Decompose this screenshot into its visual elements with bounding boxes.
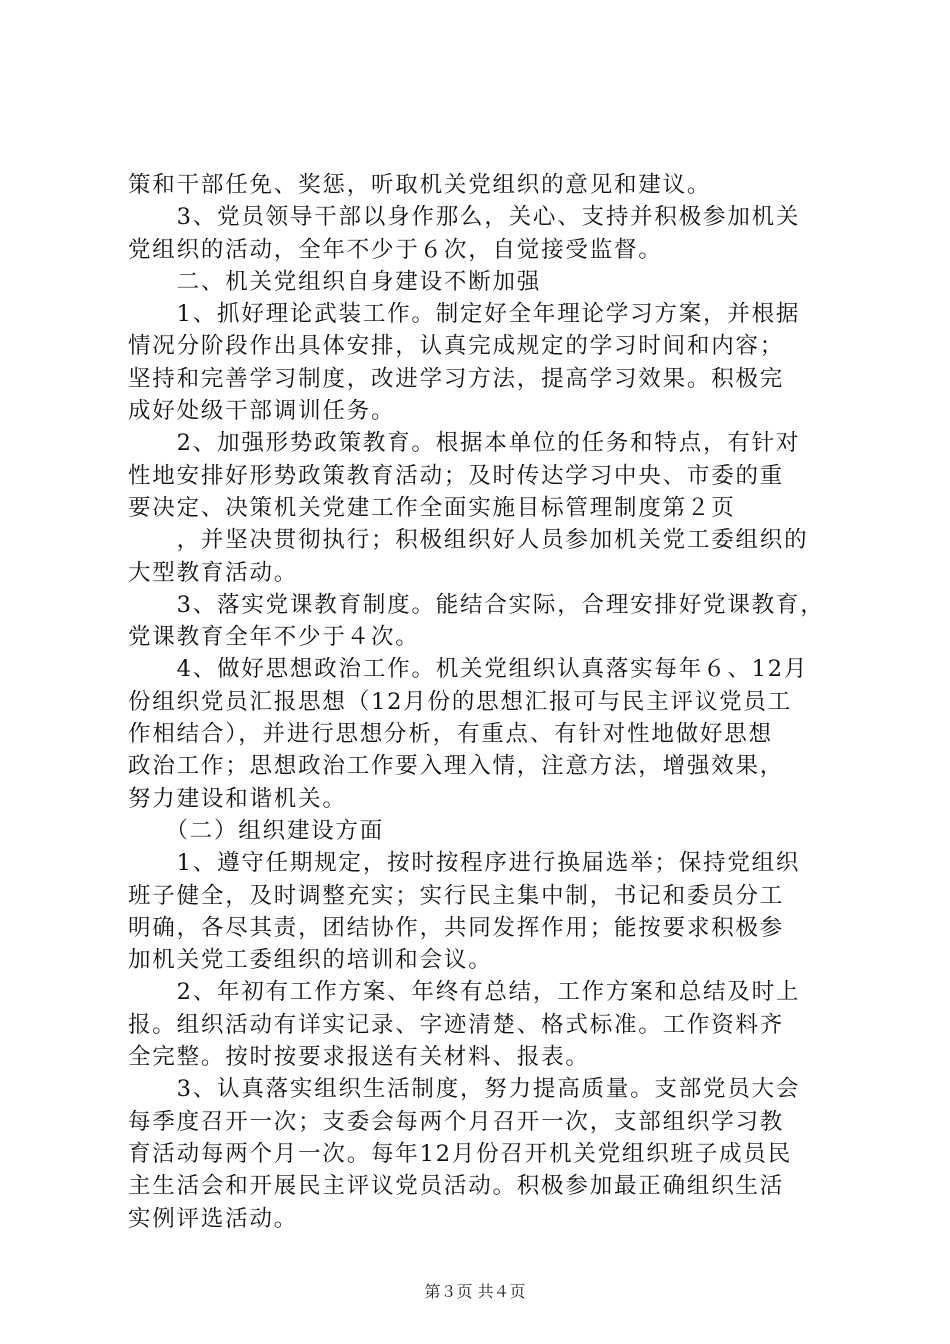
text-line: 加机关党工委组织的培训和会议。: [128, 947, 493, 974]
text-line: 性地安排好形势政策教育活动；及时传达学习中央、市委的重: [128, 462, 785, 489]
text-line: 份组织党员汇报思想（12月份的思想汇报可与民主评议党员工: [128, 688, 793, 715]
text-line: 2、年初有工作方案、年终有总结，工作方案和总结及时上: [128, 979, 801, 1006]
text-line: 情况分阶段作出具体安排，认真完成规定的学习时间和内容；: [128, 333, 785, 360]
text-line: 策和干部任免、奖惩，听取机关党组织的意见和建议。: [128, 172, 712, 198]
text-line: （二）组织建设方面: [128, 817, 385, 844]
text-line: 努力建设和谐机关。: [128, 785, 347, 812]
text-line: 二、机关党组织自身建设不断加强: [128, 268, 542, 295]
text-line: 1、抓好理论武装工作。制定好全年理论学习方案，并根据: [128, 301, 801, 328]
document-body: [128, 169, 834, 1235]
text-line: 要决定、决策机关党建工作全面实施目标管理制度第２页: [128, 494, 736, 521]
page-footer: 第３页 共４页: [424, 1282, 526, 1301]
text-line: 政治工作；思想政治工作要入理入情，注意方法，增强效果，: [128, 753, 785, 780]
text-line: 每季度召开一次；支委会每两个月召开一次，支部组织学习教: [128, 1108, 785, 1135]
text-line: 实例评选活动。: [128, 1205, 299, 1232]
text-line: 育活动每两个月一次。每年12月份召开机关党组织班子成员民: [128, 1140, 793, 1167]
text-line: 成好处级干部调训任务。: [128, 398, 396, 425]
text-line: ，并坚决贯彻执行；积极组织好人员参加机关党工委组织的: [128, 527, 809, 554]
text-line: 明确，各尽其责，团结协作，共同发挥作用；能按要求积极参: [128, 914, 785, 941]
text-line: 3、党员领导干部以身作那么，关心、支持并积极参加机关: [128, 204, 801, 231]
text-line: 党课教育全年不少于４次。: [128, 624, 420, 651]
text-line: 报。组织活动有详实记录、字迹清楚、格式标准。工作资料齐: [128, 1011, 785, 1038]
text-line: 全完整。按时按要求报送有关材料、报表。: [128, 1044, 590, 1071]
text-line: 作相结合），并进行思想分析，有重点、有针对性地做好思想: [128, 721, 773, 748]
text-line: 1、遵守任期规定，按时按程序进行换届选举；保持党组织: [128, 850, 801, 877]
text-line: 3、认真落实组织生活制度，努力提高质量。支部党员大会: [128, 1076, 801, 1103]
text-line: 坚持和完善学习制度，改进学习方法，提高学习效果。积极完: [128, 365, 785, 392]
text-line: 大型教育活动。: [128, 559, 299, 586]
text-line: 4、做好思想政治工作。机关党组织认真落实每年６、12月: [128, 656, 809, 683]
text-line: 3、落实党课教育制度。能结合实际，合理安排好党课教育，: [128, 591, 825, 618]
text-line: 2、加强形势政策教育。根据本单位的任务和特点，有针对: [128, 430, 801, 457]
text-line: 班子健全，及时调整充实；实行民主集中制，书记和委员分工: [128, 882, 785, 909]
text-line: 党组织的活动，全年不少于６次，自觉接受监督。: [128, 236, 663, 263]
text-line: 主生活会和开展民主评议党员活动。积极参加最正确组织生活: [128, 1173, 785, 1200]
